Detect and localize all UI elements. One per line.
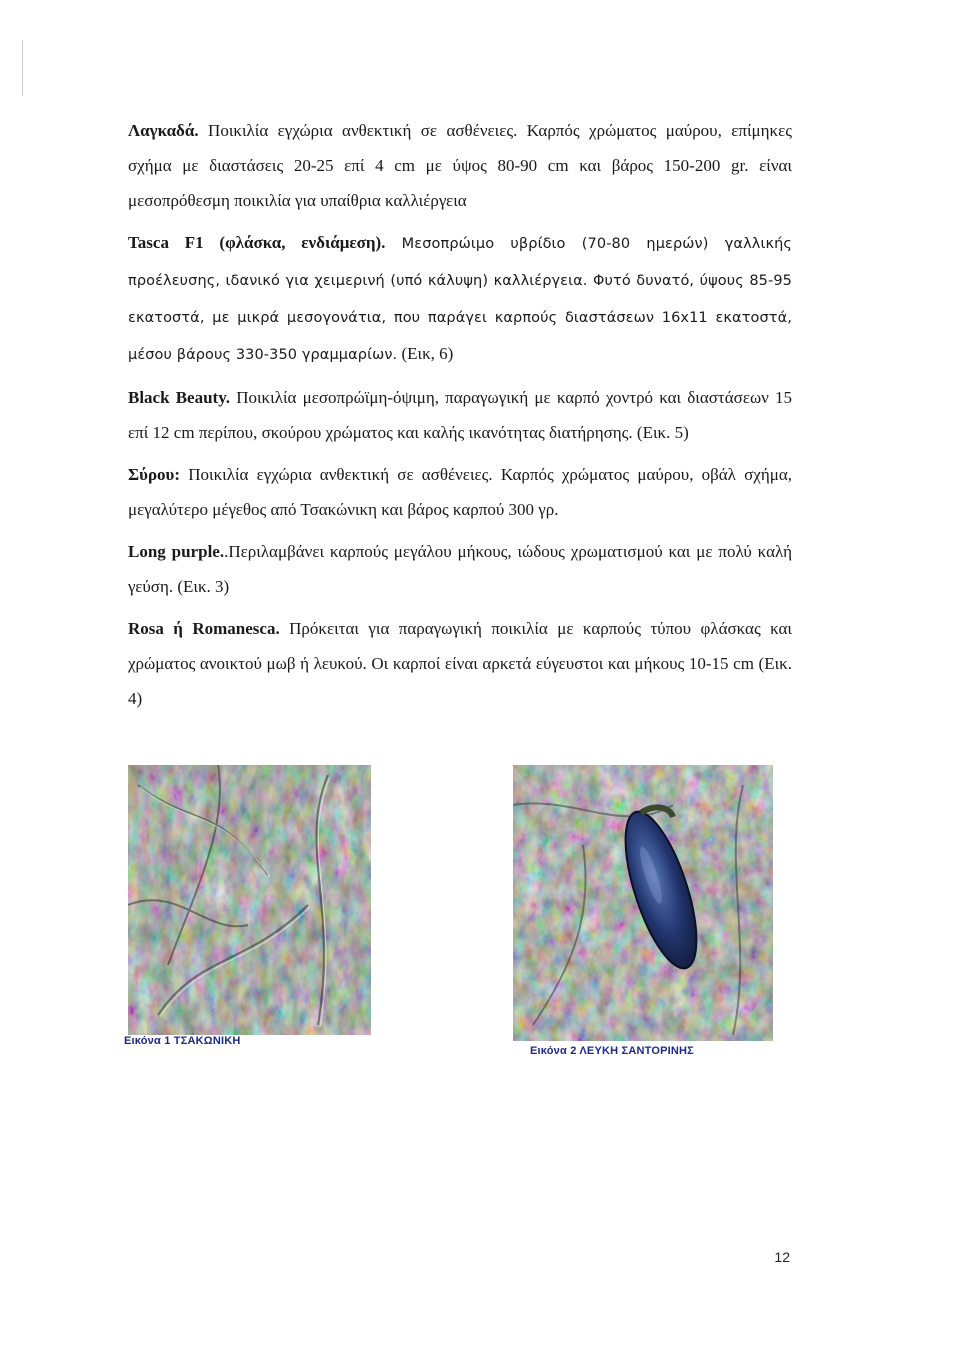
paragraph-tasca bbox=[128, 225, 792, 373]
variety-title: Long purple. bbox=[128, 542, 225, 561]
figure-2-caption: Εικόνα 2 ΛΕΥΚΗ ΣΑΝΤΟΡΙΝΗΣ bbox=[530, 1045, 694, 1057]
variety-title: Σύρου: bbox=[128, 465, 181, 484]
variety-title: Λαγκαδά. bbox=[128, 121, 199, 140]
paragraph-rosa-romanesca bbox=[128, 611, 792, 716]
document-body bbox=[128, 113, 792, 723]
variety-title: Tasca F1 (φλάσκα, ενδιάμεση). bbox=[128, 233, 386, 252]
page-number: 12 bbox=[774, 1249, 790, 1265]
variety-title: Rosa ή Romanesca. bbox=[128, 619, 280, 638]
variety-description: Ποικιλία εγχώρια ανθεκτική σε ασθένειες. Καρπός χρώματος μαύρου, επίμηκες σχήμα με διαστάσεις 20-25 επί 4 cm με ύψος 80-90 cm και βάρος 150-200 gr. είναι μεσοπρόθεσμη ποικιλία για υπαίθρια καλλιέργεια bbox=[128, 121, 792, 210]
lefki-santorinis-photo bbox=[513, 765, 773, 1041]
variety-description: Πρόκειται για παραγωγική ποικιλία με καρπούς τύπου φλάσκας και χρώματος ανοικτού μωβ ή λευκού. Οι καρποί είναι αρκετά εύγευστοι και μήκους 10-15 cm (Εικ. 4) bbox=[128, 619, 792, 708]
variety-description: Ποικιλία μεσοπρώϊμη-όψιμη, παραγωγική με καρπό χοντρό και διαστάσεων 15 επί 12 cm περίπου, σκούρου χρώματος και καλής ικανότητας διατήρησης. (Εικ. 5) bbox=[128, 388, 793, 442]
scan-margin-line bbox=[22, 40, 23, 96]
figure-1 bbox=[124, 765, 371, 1047]
paragraph-lagkada bbox=[128, 113, 792, 218]
paragraph-syrou bbox=[128, 457, 792, 527]
figure-1-caption: Εικόνα 1 ΤΣΑΚΩΝΙΚΗ bbox=[124, 1035, 241, 1047]
paragraph-black-beauty bbox=[128, 380, 792, 450]
variety-description: .Περιλαμβάνει καρπούς μεγάλου μήκους, ιώδους χρωματισμού και με πολύ καλή γεύση. (Εικ. 3) bbox=[128, 542, 792, 596]
variety-title: Black Beauty. bbox=[128, 388, 231, 407]
paragraph-long-purple bbox=[128, 534, 792, 604]
variety-description: Ποικιλία εγχώρια ανθεκτική σε ασθένειες. Καρπός χρώματος μαύρου, οβάλ σχήμα, μεγαλύτερο μέγεθος από Τσακώνικη και βάρος καρπού 300 γρ. bbox=[128, 465, 792, 519]
figure-reference: (Εικ, 6) bbox=[397, 344, 454, 363]
variety-description: Μεσοπρώιμο υβρίδιο (70-80 ημερών) γαλλικής προέλευσης, ιδανικό για χειμερινή (υπό κάλυψη) καλλιέργεια. Φυτό δυνατό, ύψους 85-95 εκατοστά, με μικρά μεσογονάτια, που παράγει καρπούς διαστάσεων 16x11 εκατοστά, μέσου βάρους 330-350 γραμμαρίων. bbox=[128, 236, 792, 363]
tsakoniki-photo bbox=[128, 765, 371, 1035]
figure-2 bbox=[513, 765, 773, 1057]
